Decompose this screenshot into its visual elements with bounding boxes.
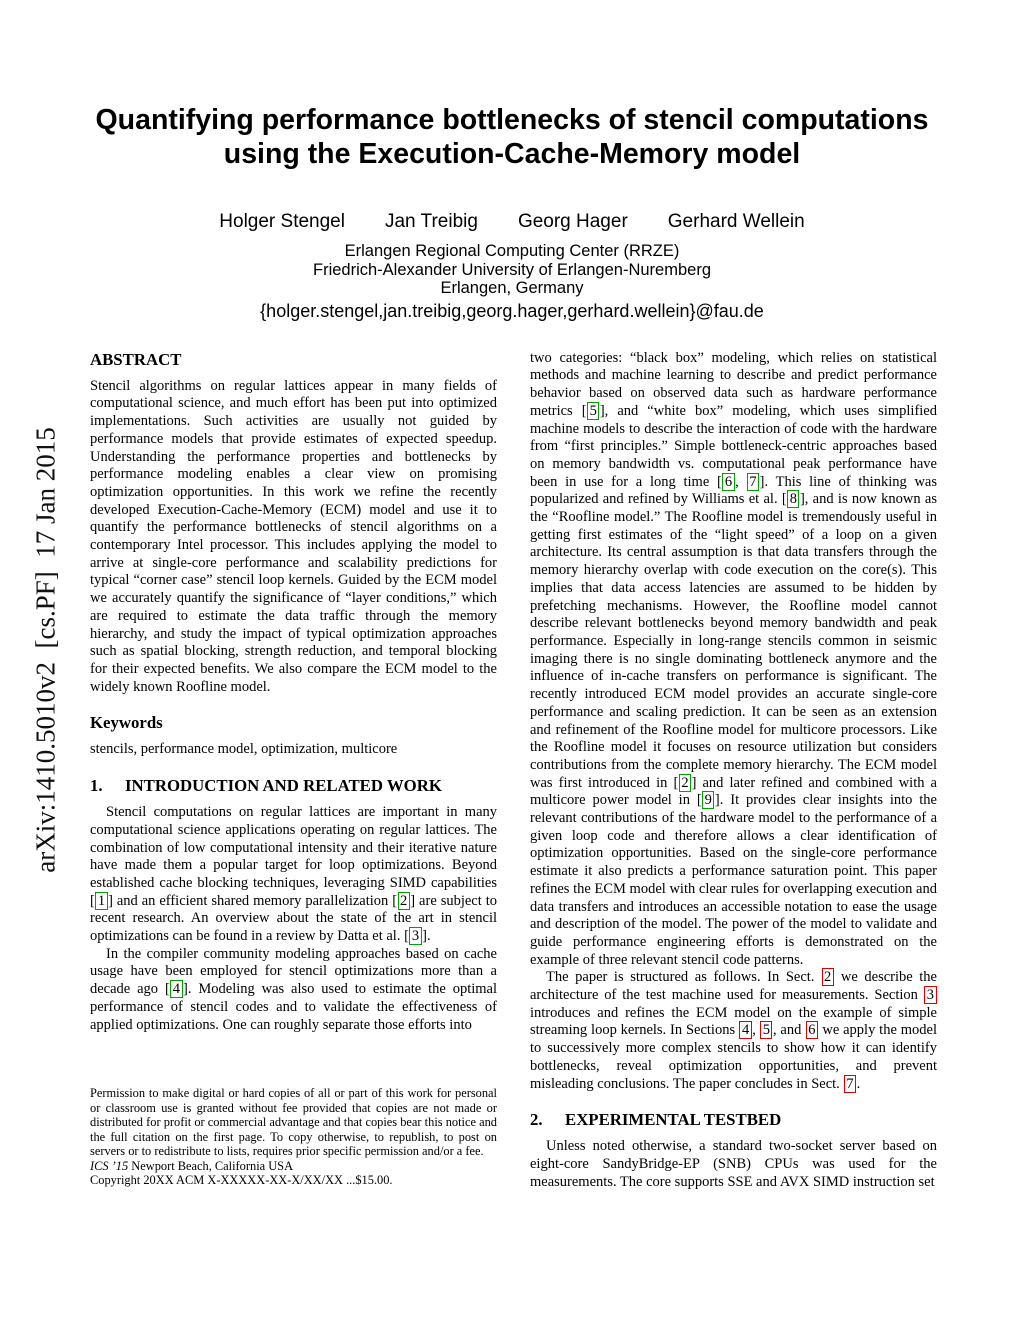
permission-footnote: [90, 1086, 497, 1188]
intro-paragraph-1: Stencil computations on regular lattices are important in many computational science applications operating on regular lattices. The combination of low computational intensity and their iterative nature have made them a popular target for loop optimizations. Beyond established cache blocking techniques, leveraging SIMD capabilities [ 1 ] and an efficient shared memory parallelization [ 2 ] are subject to recent research. An overview about the state of the art in stencil optimizations can be found in a review by Datta et al. [ 3 ].: [90, 804, 497, 945]
citation-link[interactable]: 9: [702, 791, 714, 809]
paper-structure-paragraph: The paper is structured as follows. In Sect. 2 we describe the architecture of the test machine used for measurements. Section 3 introduces and refines the ECM model on the example of simple streaming loop kernels. In Sections 4 , 5 , and 6 we apply the model to successively more complex stencils to show how it can identify bottlenecks, reveal optimization opportunities, and prevent misleading conclusions. The paper concludes in Sect. 7 .: [530, 969, 937, 1092]
section-number: 1.: [90, 776, 103, 796]
section-title: ABSTRACT: [90, 349, 182, 369]
section-ref-link[interactable]: 7: [844, 1075, 856, 1093]
section-ref-link[interactable]: 6: [806, 1021, 818, 1039]
section-title: INTRODUCTION AND RELATED WORK: [125, 776, 442, 796]
abstract-heading: [90, 350, 497, 370]
citation-link[interactable]: 2: [679, 774, 691, 792]
section-ref-link[interactable]: 2: [822, 968, 834, 986]
author-name: Jan Treibig: [384, 211, 478, 233]
right-column: [530, 350, 937, 1192]
email-line: {holger.stengel,jan.treibig,georg.hager,gerhard.wellein}@fau.de: [260, 300, 764, 321]
section-ref-link[interactable]: 3: [924, 986, 936, 1004]
citation-link[interactable]: 4: [170, 980, 182, 998]
permission-text: Permission to make digital or hard copies of all or part of this work for personal or classroom use is granted without fee provided that copies are not made or distributed for profit or commercial advantage and that copies bear this notice and the full citation on the first page. To copy otherwise, to republish, to post on servers or to redistribute to lists, requires prior specific permission and/or a fee.: [90, 1086, 497, 1158]
section-2-heading: [530, 1110, 937, 1130]
section-1-heading: [90, 776, 497, 796]
citation-link[interactable]: 1: [95, 892, 107, 910]
citation-link[interactable]: 6: [722, 473, 734, 491]
keywords-text: stencils, performance model, optimization, multicore: [90, 741, 398, 758]
citation-link[interactable]: 2: [398, 892, 410, 910]
author-name: Gerhard Wellein: [667, 211, 805, 233]
affiliation-line: Erlangen Regional Computing Center (RRZE): [344, 242, 680, 261]
copyright-line: Copyright 20XX ACM X-XXXXX-XX-X/XX/XX ...$15.00.: [90, 1173, 393, 1187]
testbed-paragraph: Unless noted otherwise, a standard two-socket server based on eight-core SandyBridge-EP (SNB) CPUs was used for the measurements. The core supports SSE and AVX SIMD instruction set: [530, 1138, 937, 1190]
intro-paragraph-2: In the compiler community modeling approaches based on cache usage have been employed for stencil optimizations more than a decade ago [ 4 ]. Modeling was also used to estimate the optimal performance of stencil codes and to validate the effectiveness of applied optimizations. One can roughly separate those efforts into: [90, 945, 498, 1033]
citation-link[interactable]: 8: [787, 490, 799, 508]
affiliation-line: Erlangen, Germany: [440, 279, 584, 298]
author-name: Holger Stengel: [219, 211, 345, 233]
left-column: [90, 350, 497, 1192]
paper-title: Quantifying performance bottlenecks of stencil computations using the Execution-Cache-Memory model: [95, 104, 929, 170]
section-ref-link[interactable]: 5: [760, 1021, 772, 1039]
section-number: 2.: [530, 1110, 543, 1130]
italic-text: ICS ’15: [90, 1158, 129, 1173]
citation-link[interactable]: 3: [409, 927, 421, 945]
conference-line: ICS ’15 Newport Beach, California USA: [90, 1158, 294, 1173]
section-title: Keywords: [90, 713, 163, 733]
citation-link[interactable]: 5: [587, 402, 599, 420]
affiliation-block: [0, 242, 1024, 298]
intro-paragraph-3: two categories: “black box” modeling, which relies on statistical methods and machine learning to describe and predict performance behavior based on observed data such as hardware performance metrics [ 5 ], and “white box” modeling, which uses simplified machine models to describe the interaction of code with the hardware from “first principles.” Simple bottleneck-centric approaches based on memory bandwidth vs. computational peak performance have been in use for a long time [ 6 , 7 ]. This line of thinking was popularized and refined by Williams et al. [ 8 ], and is now known as the “Roofline model.” The Roofline model is tremendously useful in getting first estimates of the “light speed” of a loop on a given architecture. Its central assumption is that data transfers through the memory hierarchy overlap with code execution on the core(s). This implies that data access latencies are assumed to be hidden by prefetching mechanisms. However, the Roofline model cannot describe relevant bottlenecks beyond memory bandwidth and peak performance. Especially in long-range stencils common in seismic imaging there is no single dominating bottleneck anymore and the influence of in-cache transfers on performance is significant. The recently introduced ECM model provides an accurate single-core performance and scaling prediction. It can be seen as an extension and refinement of the Roofline model for multicore processors. Like the Roofline model it focuses on resource utilization but considers contributions from the complete memory hierarchy. The ECM model was first introduced in [ 2 ] and later refined and combined with a multicore power model in [ 9 ]. It provides clear insights into the relevant contributions of the hardware model to the performance of a given loop code and therefore allows a clear identification of optimization opportunities. Based on the single-core performance estimate it also predicts a performance saturation point. This paper refines the ECM model with clear rules for overlapping execution and data transfers and introduces an accessible notation to ease the usage and description of the model. The power of the model to validate and guide performance engineering efforts is demonstrated on the example of three relevant stencil code patterns.: [530, 349, 937, 968]
author-name: Georg Hager: [517, 211, 628, 233]
abstract-text: Stencil algorithms on regular lattices appear in many fields of computational science, and much effort has been put into optimized implementations. Such activities are usually not guided by performance models that provide estimates of expected speedup. Understanding the performance properties and bottlenecks by performance modeling enables a clear view on promising optimization opportunities. In this work we refine the recently developed Execution-Cache-Memory (ECM) model and use it to quantify the performance bottlenecks of stencil algorithms on a contemporary Intel processor. This includes applying the model to arrive at single-core performance and scalability predictions for typical “corner case” stencil loop kernels. Guided by the ECM model we accurately quantify the significance of “layer conditions,” which are required to estimate the data traffic through the memory hierarchy, and study the impact of typical optimization approaches such as spatial blocking, strength reduction, and temporal blocking for their expected benefits. We also compare the ECM model to the widely known Roofline model.: [90, 377, 497, 695]
author-row: [0, 211, 1024, 233]
citation-link[interactable]: 7: [747, 473, 759, 491]
arxiv-watermark-link[interactable]: arXiv:1410.5010v2 [cs.PF] 17 Jan 2015: [30, 427, 61, 873]
two-column-body: [0, 350, 1024, 1192]
keywords-heading: [90, 713, 497, 733]
section-ref-link[interactable]: 4: [739, 1021, 751, 1039]
paper-header: [0, 0, 1024, 322]
affiliation-line: Friedrich-Alexander University of Erlangen-Nuremberg: [313, 260, 711, 279]
section-title: EXPERIMENTAL TESTBED: [565, 1110, 782, 1130]
